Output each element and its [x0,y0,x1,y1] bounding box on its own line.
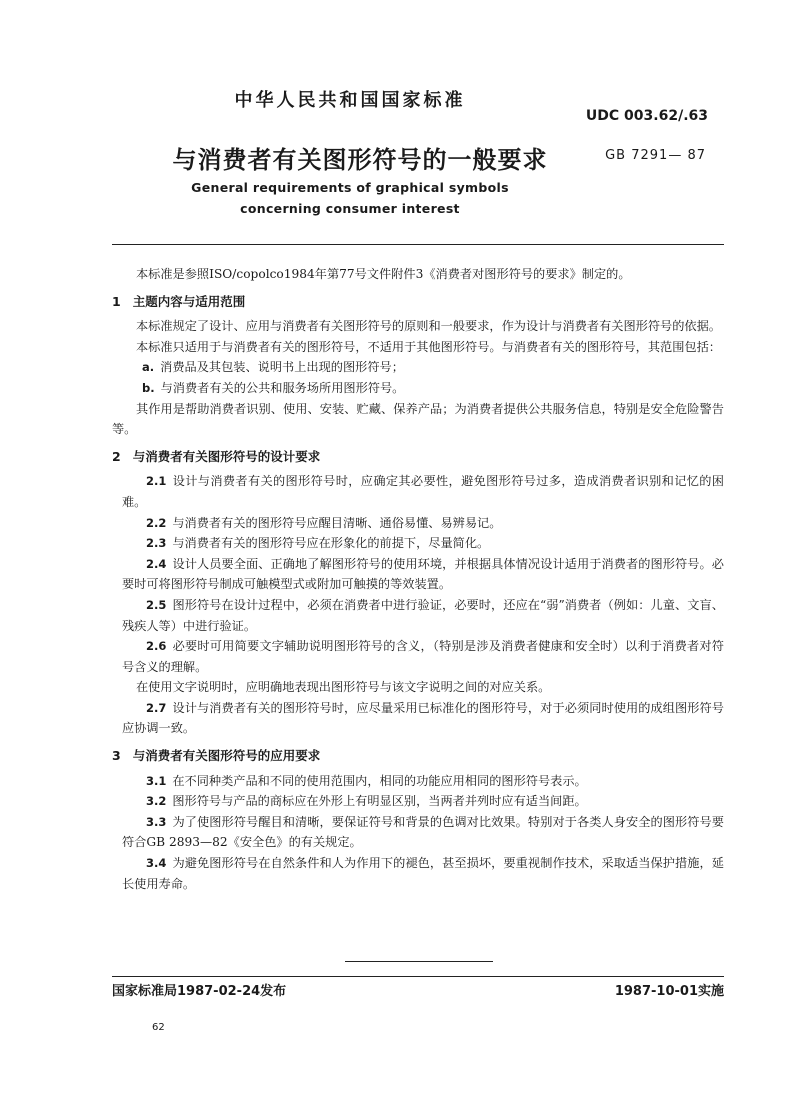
intro-paragraph: 本标准是参照ISO/copolco1984年第77号文件附件3《消费者对图形符号的要求》制定的。 [136,267,631,281]
effective-date: 1987-10-01实施 [614,984,724,999]
clause-2-3: 2.3 与消费者有关的图形符号应在形象化的前提下，尽量简化。 [146,536,490,551]
section-1-closing: 其作用是帮助消费者识别、使用、安装、贮藏、保养产品；为消费者提供公共服务信息，特别是安全危险警告等。 [112,401,724,437]
header-divider [112,244,724,245]
document-body [112,264,724,894]
page-number: 62 [152,1022,165,1033]
clause-2-5: 2.5 图形符号在设计过程中，必须在消费者中进行验证，必要时，还应在“弱”消费者（例如：儿童、文盲、残疾人等）中进行验证。 [122,597,724,633]
clause-3-2: 3.2 图形符号与产品的商标应在外形上有明显区别，当两者并列时应有适当间距。 [146,794,587,809]
clause-2-6: 2.6 必要时可用简要文字辅助说明图形符号的含义，（特别是涉及消费者健康和安全时）以利于消费者对符号含义的理解。 [122,639,724,674]
clause-2-1: 2.1 设计与消费者有关的图形符号时，应确定其必要性，避免图形符号过多，造成消费者识别和记忆的困难。 [122,474,724,509]
clause-3-3: 3.3 为了使图形符号醒目和清晰，要保证符号和背景的色调对比效果。特别对于各类人身安全的图形符号要符合GB 2893—82《安全色》的有关规定。 [122,814,724,850]
national-standard-heading: 中华人民共和国国家标准 [234,90,466,111]
clause-2-2: 2.2 与消费者有关的图形符号应醒目清晰、通俗易懂、易辨易记。 [146,515,502,530]
document-title-en-line2: concerning consumer interest [240,201,460,216]
section-1-paragraph: 本标准只适用于与消费者有关的图形符号，不适用于其他图形符号。与消费者有关的图形符号，其范围包括： [136,339,721,354]
section-heading-3: 3 与消费者有关图形符号的应用要求 [112,748,321,764]
list-item: a. 消费品及其包装、说明书上出现的图形符号； [142,360,404,375]
section-1-paragraph: 本标准规定了设计、应用与消费者有关图形符号的原则和一般要求，作为设计与消费者有关图形符号的依据。 [136,319,721,334]
footer-divider [112,976,724,977]
clause-2-6-note: 在使用文字说明时，应明确地表现出图形符号与该文字说明之间的对应关系。 [136,680,551,695]
issue-date: 国家标准局1987-02-24发布 [112,984,287,999]
gb-number: GB 7291— 87 [605,148,706,163]
document-title-cn: 与消费者有关图形符号的一般要求 [172,146,548,174]
end-divider [345,961,493,962]
clause-2-4: 2.4 设计人员要全面、正确地了解图形符号的使用环境，并根据具体情况设计适用于消费者的图形符号。必要时可将图形符号制成可触模型式或附加可触摸的等效装置。 [122,556,724,592]
document-title-en-line1: General requirements of graphical symbols [191,180,509,195]
section-heading-1: 1 主题内容与适用范围 [112,293,246,309]
udc-code: UDC 003.62/.63 [585,108,708,124]
clause-3-1: 3.1 在不同种类产品和不同的使用范围内，相同的功能应用相同的图形符号表示。 [146,773,587,788]
list-item: b. 与消费者有关的公共和服务场所用图形符号。 [142,380,405,395]
clause-3-4: 3.4 为避免图形符号在自然条件和人为作用下的褪色，甚至损坏，要重视制作技术，采取适当保护措施，延长使用寿命。 [122,856,724,891]
section-heading-2: 2 与消费者有关图形符号的设计要求 [112,448,321,464]
clause-2-7: 2.7 设计与消费者有关的图形符号时，应尽量采用已标准化的图形符号，对于必须同时使用的成组图形符号应协调一致。 [122,700,724,736]
